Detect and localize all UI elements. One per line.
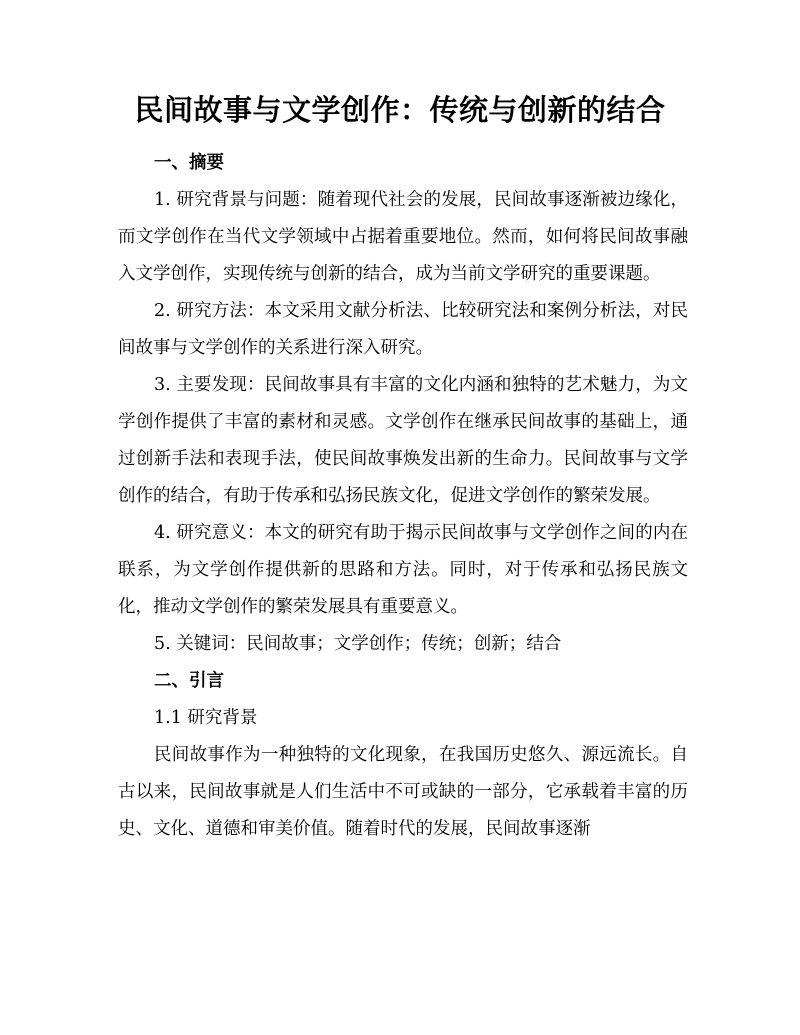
abstract-paragraph-findings: 3. 主要发现：民间故事具有丰富的文化内涵和独特的艺术魅力，为文学创作提供了丰富的素材和灵感。文学创作在继承民间故事的基础上，通过创新手法和表现手法，使民间故事焕发出新的生命力。民间故事与文学创作的结合，有助于传承和弘扬民族文化，促进文学创作的繁荣发展。 [118,375,688,506]
section-heading-introduction: 二、引言 [154,671,224,691]
abstract-paragraph-keywords: 5. 关键词：民间故事；文学创作；传统；创新；结合 [154,634,562,654]
document-body [118,145,688,848]
abstract-paragraph-methods: 2. 研究方法：本文采用文献分析法、比较研究法和案例分析法，对民间故事与文学创作的关系进行深入研究。 [118,301,688,358]
abstract-paragraph-significance: 4. 研究意义：本文的研究有助于揭示民间故事与文学创作之间的内在联系，为文学创作提供新的思路和方法。同时，对于传承和弘扬民族文化，推动文学创作的繁荣发展具有重要意义。 [118,523,688,617]
document-title: 民间故事与文学创作：传统与创新的结合 [134,93,666,127]
introduction-paragraph: 民间故事作为一种独特的文化现象，在我国历史悠久、源远流长。自古以来，民间故事就是人们生活中不可或缺的一部分，它承载着丰富的历史、文化、道德和审美价值。随着时代的发展，民间故事逐渐 [118,745,688,839]
abstract-paragraph-background: 1. 研究背景与问题：随着现代社会的发展，民间故事逐渐被边缘化，而文学创作在当代文学领域中占据着重要地位。然而，如何将民间故事融入文学创作，实现传统与创新的结合，成为当前文学研究的重要课题。 [118,190,688,284]
section-heading-abstract: 一、摘要 [154,153,224,173]
subsection-heading-background: 1.1 研究背景 [154,708,258,728]
